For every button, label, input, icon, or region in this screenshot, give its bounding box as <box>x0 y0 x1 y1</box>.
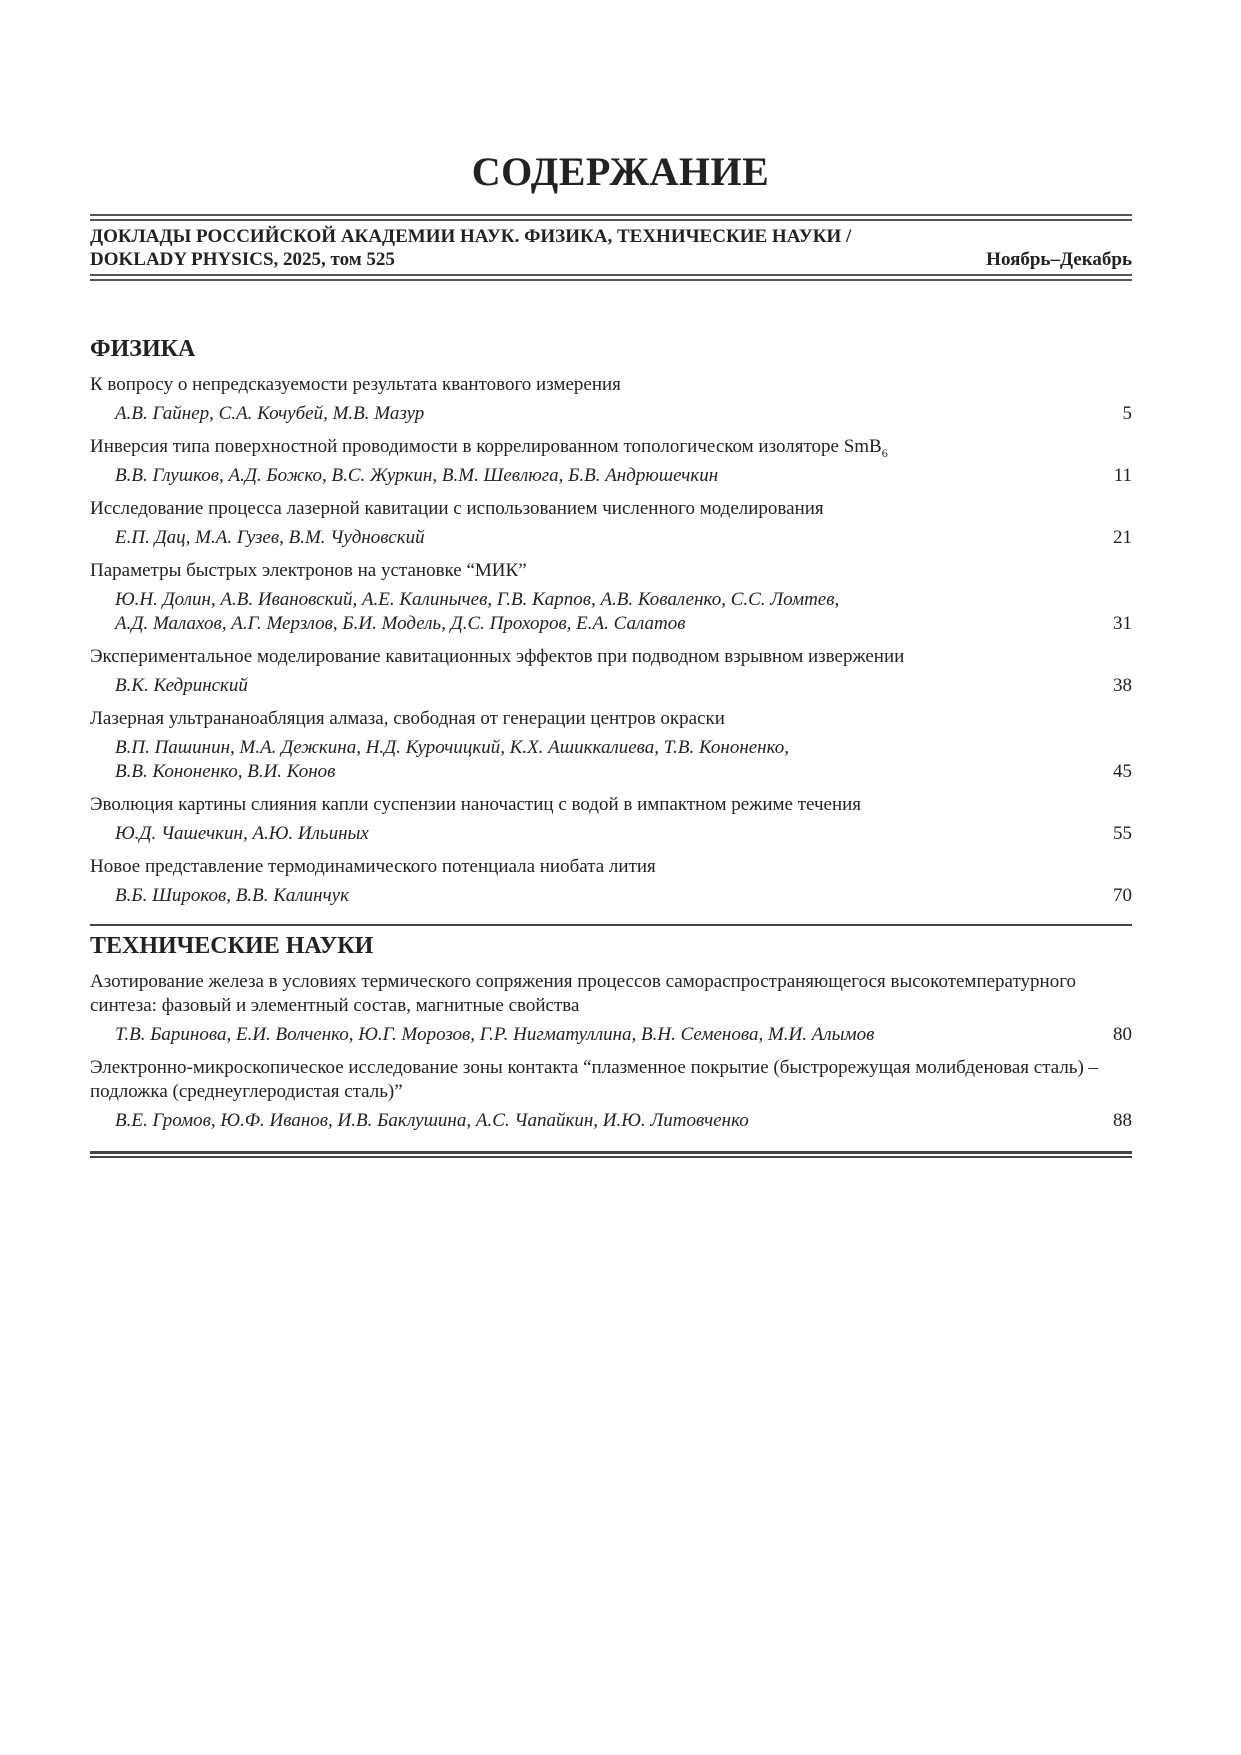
toc-entry[interactable] <box>90 793 1132 846</box>
page-number[interactable]: 5 <box>1122 403 1132 424</box>
article-title-text: Лазерная ультрананоабляция алмаза, свободная от генерации центров окраски <box>90 708 725 729</box>
article-title[interactable] <box>90 707 1132 731</box>
toc-entry[interactable] <box>90 373 1132 426</box>
article-authors: Ю.Д. Чашечкин, А.Ю. Ильиных <box>115 823 369 844</box>
page-number[interactable]: 55 <box>1113 823 1132 844</box>
article-authors: А.Д. Малахов, А.Г. Мерзлов, Б.И. Модель, Д.С. Прохоров, Е.А. Салатов <box>115 613 686 634</box>
section-heading: ФИЗИКА <box>90 336 196 362</box>
title-subscript: 6 <box>881 445 888 460</box>
article-title[interactable] <box>90 435 1132 459</box>
article-title-text: Азотирование железа в условиях термического сопряжения процессов самораспространяющегося высокотемпературного синтеза: фазовый и элементный состав, магнитные свойства <box>90 971 1077 1016</box>
article-authors: Ю.Н. Долин, А.В. Ивановский, А.Е. Калинычев, Г.В. Карпов, А.В. Коваленко, С.С. Ломтев, <box>115 589 840 610</box>
article-title[interactable] <box>90 1056 1132 1104</box>
article-title[interactable] <box>90 793 1132 817</box>
article-authors: Т.В. Баринова, Е.И. Волченко, Ю.Г. Морозов, Г.Р. Нигматуллина, В.Н. Семенова, М.И. Алымов <box>115 1024 875 1045</box>
toc-entry[interactable] <box>90 645 1132 698</box>
article-title[interactable] <box>90 855 1132 879</box>
end-rule <box>90 1151 1132 1158</box>
journal-volume: DOKLADY PHYSICS, 2025, том 525 <box>90 249 395 270</box>
page-number[interactable]: 70 <box>1113 885 1132 906</box>
toc-entry[interactable] <box>90 970 1132 1047</box>
page-number[interactable]: 45 <box>1113 761 1132 782</box>
article-title-text: К вопросу о непредсказуемости результата квантового измерения <box>90 374 621 395</box>
article-authors: В.К. Кедринский <box>115 675 248 696</box>
article-title-text: Инверсия типа поверхностной проводимости в коррелированном топологическом изоляторе SmB <box>90 436 882 457</box>
page-number[interactable]: 11 <box>1113 465 1132 486</box>
article-title-text: Эволюция картины слияния капли суспензии наночастиц с водой в импактном режиме течения <box>90 794 862 815</box>
page-number[interactable]: 88 <box>1113 1110 1132 1131</box>
section-heading: ТЕХНИЧЕСКИЕ НАУКИ <box>90 933 374 959</box>
toc-entry[interactable] <box>90 435 1132 488</box>
article-title[interactable] <box>90 373 1132 397</box>
article-authors: В.Е. Громов, Ю.Ф. Иванов, И.В. Баклушина, А.С. Чапайкин, И.Ю. Литовченко <box>115 1110 749 1131</box>
article-title-text: Исследование процесса лазерной кавитации с использованием численного моделирования <box>90 498 824 519</box>
article-authors: В.В. Глушков, А.Д. Божко, В.С. Журкин, В.М. Шевлюга, Б.В. Андрюшечкин <box>115 465 719 486</box>
article-title-text: Параметры быстрых электронов на установке “МИК” <box>90 560 527 581</box>
article-title-text: Электронно-микроскопическое исследование зоны контакта “плазменное покрытие (быстрорежущая молибденовая сталь) – подложка (среднеуглеродистая сталь)” <box>90 1057 1099 1102</box>
article-title-text: Новое представление термодинамического потенциала ниобата лития <box>90 856 656 877</box>
header-top-rule <box>90 214 1132 221</box>
journal-header <box>90 214 1132 281</box>
article-title[interactable] <box>90 970 1132 1018</box>
page-number[interactable]: 31 <box>1113 613 1132 634</box>
journal-period: Ноябрь–Декабрь <box>986 249 1132 270</box>
toc-entry[interactable] <box>90 707 1132 784</box>
article-title[interactable] <box>90 497 1132 521</box>
section-divider <box>90 924 1132 926</box>
journal-name: ДОКЛАДЫ РОССИЙСКОЙ АКАДЕМИИ НАУК. ФИЗИКА, ТЕХНИЧЕСКИЕ НАУКИ / <box>90 226 852 247</box>
article-title-text: Экспериментальное моделирование кавитационных эффектов при подводном взрывном извержении <box>90 646 905 667</box>
article-authors: В.П. Пашинин, М.А. Дежкина, Н.Д. Курочицкий, К.Х. Ашиккалиева, Т.В. Кононенко, <box>115 737 790 758</box>
article-title[interactable] <box>90 559 1132 583</box>
article-authors: В.В. Кононенко, В.И. Конов <box>115 761 336 782</box>
page-number[interactable]: 38 <box>1113 675 1132 696</box>
toc-entry[interactable] <box>90 497 1132 550</box>
toc-entry[interactable] <box>90 559 1132 636</box>
article-authors: Е.П. Дац, М.А. Гузев, В.М. Чудновский <box>115 527 425 548</box>
article-authors: А.В. Гайнер, С.А. Кочубей, М.В. Мазур <box>115 403 425 424</box>
toc-entry[interactable] <box>90 855 1132 908</box>
article-authors: В.Б. Широков, В.В. Калинчук <box>115 885 349 906</box>
page-number[interactable]: 21 <box>1113 527 1132 548</box>
page-number[interactable]: 80 <box>1113 1024 1132 1045</box>
table-of-contents <box>90 334 1132 1158</box>
toc-entry[interactable] <box>90 1056 1132 1133</box>
article-title[interactable] <box>90 645 1132 669</box>
header-bottom-rule <box>90 274 1132 281</box>
page-title: СОДЕРЖАНИЕ <box>471 149 770 194</box>
